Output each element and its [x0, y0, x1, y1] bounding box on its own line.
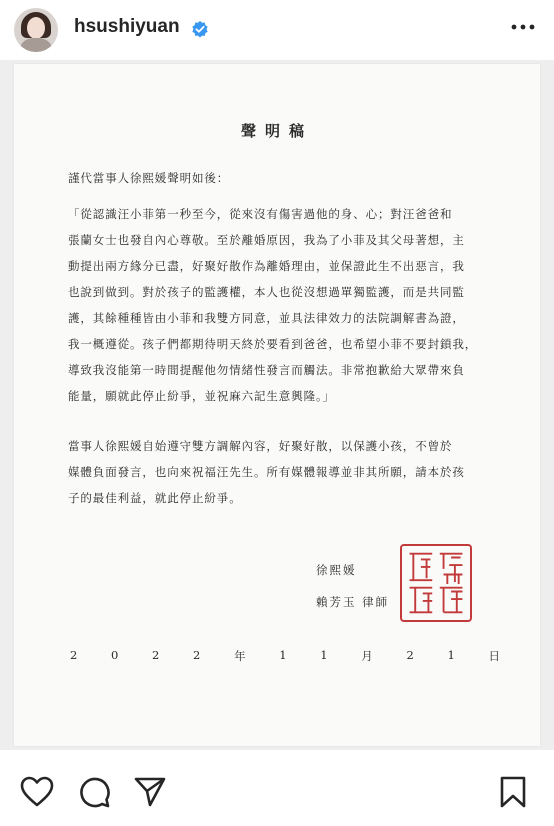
statement-document: [14, 64, 540, 746]
signature-lawyer: 賴芳玉 律師: [316, 595, 390, 609]
date-char: 0: [111, 648, 119, 662]
document-line: 護，其餘種種皆由小菲和我雙方同意，並具法律效力的法院調解書為證，: [68, 311, 465, 325]
lawyer-seal-stamp: [400, 544, 472, 622]
document-line: 謹代當事人徐熙媛聲明如後：: [68, 171, 230, 185]
post-action-bar: [0, 750, 554, 826]
document-line: 動提出兩方緣分已盡，好聚好散作為離婚理由，並保證此生不出惡言，我: [68, 259, 465, 273]
date-char: 月: [361, 649, 373, 663]
date-char: 日: [488, 649, 500, 663]
date-char: 1: [447, 648, 455, 662]
signature-name: 徐熙媛: [316, 563, 357, 577]
document-line: 媒體負面發言，也向來祝福汪先生。所有媒體報導並非其所願，請本於孩: [68, 465, 465, 479]
document-line: 也說到做到。對於孩子的監護權，本人也從沒想過單獨監護，而是共同監: [68, 285, 465, 299]
share-icon[interactable]: [134, 776, 166, 808]
verified-badge-icon: [191, 20, 209, 38]
document-line: 張蘭女士也發自內心尊敬。至於離婚原因，我為了小菲及其父母著想，主: [68, 233, 465, 247]
date-char: 2: [70, 648, 78, 662]
date-char: 2: [406, 648, 414, 662]
date-char: 年: [234, 649, 246, 663]
date-char: 2: [152, 648, 160, 662]
document-date: [70, 648, 500, 664]
username[interactable]: hsushiyuan: [74, 16, 180, 37]
avatar[interactable]: [14, 8, 58, 52]
date-char: 1: [279, 648, 287, 662]
post-image[interactable]: [0, 60, 554, 750]
post-header: [0, 0, 554, 60]
date-char: 2: [193, 648, 201, 662]
heart-icon[interactable]: [20, 776, 54, 808]
document-line: 我一概遵從。孩子們都期待明天終於要看到爸爸，也希望小菲不要封鎖我，: [68, 337, 478, 351]
document-line: 子的最佳利益，就此停止紛爭。: [68, 491, 242, 505]
document-line: 當事人徐熙媛自始遵守雙方調解內容，好聚好散，以保護小孩，不曾於: [68, 439, 453, 453]
document-line: 能量，願就此停止紛爭，並祝麻六記生意興隆。」: [68, 389, 336, 403]
more-options-icon[interactable]: [510, 17, 536, 37]
date-char: 1: [320, 648, 328, 662]
document-line: 「從認識汪小菲第一秒至今，從來沒有傷害過他的身、心；對汪爸爸和: [68, 207, 453, 221]
comment-icon[interactable]: [78, 776, 110, 808]
document-line: 導致我沒能第一時間提醒他勿情緒性發言而觸法。非常抱歉給大眾帶來負: [68, 363, 465, 377]
document-title: 聲明稿: [240, 122, 313, 140]
bookmark-icon[interactable]: [500, 776, 526, 808]
